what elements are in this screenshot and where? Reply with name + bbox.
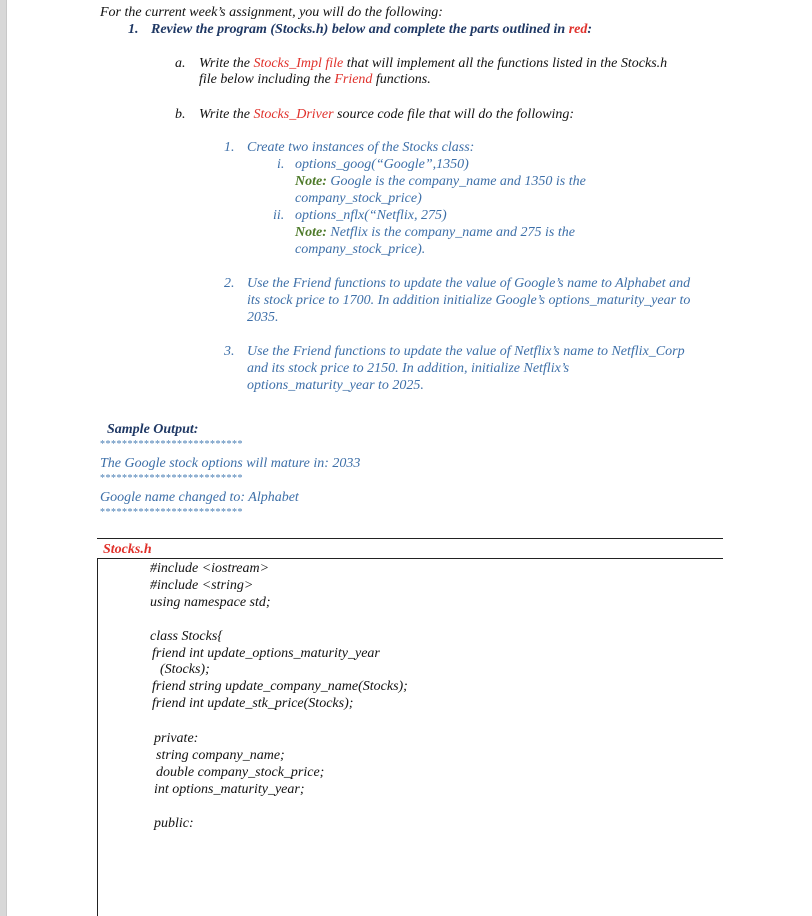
stars-divider-1: ************************** bbox=[100, 439, 243, 450]
intro-text: For the current week’s assignment, you will do the following: bbox=[100, 5, 443, 20]
note1-text: Google is the company_name and 1350 is the bbox=[326, 174, 586, 189]
item-b-p1: Write the bbox=[199, 107, 254, 122]
code-line-public: public: bbox=[154, 816, 194, 831]
sample-line1: The Google stock options will mature in: 2033 bbox=[100, 456, 361, 471]
code-box-top-rule bbox=[97, 538, 723, 539]
friend-word: Friend bbox=[334, 72, 373, 87]
sample-output-heading: Sample Output: bbox=[107, 422, 199, 437]
code-line-stock-price: double company_stock_price; bbox=[156, 765, 325, 780]
step2-line2: its stock price to 1700. In addition initialize Google’s options_maturity_year to bbox=[247, 293, 691, 308]
code-line-class: class Stocks{ bbox=[150, 629, 223, 644]
sample-line2: Google name changed to: Alphabet bbox=[100, 490, 299, 505]
item-a-line2-p1: file below including the bbox=[199, 72, 335, 87]
item-a-line2-p2: functions. bbox=[372, 72, 431, 87]
item-b-p2: source code file that will do the following: bbox=[333, 107, 575, 122]
code-line-friend-maturity: friend int update_options_maturity_year bbox=[152, 646, 380, 661]
item1-marker: 1. bbox=[128, 22, 139, 37]
stars-divider-3: ************************** bbox=[100, 507, 243, 518]
step3-line3: options_maturity_year to 2025. bbox=[247, 378, 424, 393]
item1-body: Review the program (Stocks.h) below and complete the parts outlined in bbox=[151, 22, 569, 37]
step2-line3: 2035. bbox=[247, 310, 279, 325]
code-box-left-border bbox=[97, 558, 98, 916]
step1-ii-text: options_nflx(“Netflix, 275) bbox=[295, 208, 447, 223]
step1-i-text: options_goog(“Google”,1350) bbox=[295, 157, 469, 172]
code-line-private: private: bbox=[154, 731, 199, 746]
step2-marker: 2. bbox=[224, 276, 235, 291]
stocks-impl-link: Stocks_Impl file bbox=[253, 56, 344, 71]
note2-text: Netflix is the company_name and 275 is the bbox=[326, 225, 575, 240]
note2-label: Note: bbox=[295, 225, 327, 240]
item-a-marker: a. bbox=[175, 56, 186, 71]
step1-text: Create two instances of the Stocks class: bbox=[247, 140, 475, 155]
note2-line2: company_stock_price). bbox=[295, 242, 426, 257]
code-line-friend-maturity-arg: (Stocks); bbox=[160, 662, 210, 677]
item-b-line bbox=[199, 106, 574, 123]
code-line-friend-price: friend int update_stk_price(Stocks); bbox=[152, 696, 354, 711]
code-box-title: Stocks.h bbox=[103, 542, 152, 557]
item1-text bbox=[151, 21, 592, 38]
item-a-line2 bbox=[199, 71, 431, 88]
stars-divider-2: ************************** bbox=[100, 473, 243, 484]
step3-line1: Use the Friend functions to update the value of Netflix’s name to Netflix_Corp bbox=[247, 344, 685, 359]
code-line-maturity-year: int options_maturity_year; bbox=[154, 782, 305, 797]
stocks-driver-link: Stocks_Driver bbox=[253, 107, 334, 122]
item-a-p2: that will implement all the functions listed in the Stocks.h bbox=[343, 56, 668, 71]
step2-line1: Use the Friend functions to update the value of Google’s name to Alphabet and bbox=[247, 276, 691, 291]
scrollbar[interactable] bbox=[0, 0, 7, 916]
code-line-company-name: string company_name; bbox=[156, 748, 285, 763]
item1-colon: : bbox=[587, 22, 593, 37]
step1-ii-marker: ii. bbox=[273, 208, 285, 223]
note2-line1 bbox=[295, 224, 575, 241]
note1-label: Note: bbox=[295, 174, 327, 189]
step3-line2: and its stock price to 2150. In addition, initialize Netflix’s bbox=[247, 361, 570, 376]
item1-red-word: red bbox=[568, 22, 588, 37]
step1-i-marker: i. bbox=[277, 157, 285, 172]
step1-marker: 1. bbox=[224, 140, 235, 155]
code-line-friend-name: friend string update_company_name(Stocks); bbox=[152, 679, 408, 694]
note1-line1 bbox=[295, 173, 586, 190]
code-box-title-rule bbox=[97, 558, 723, 559]
note1-line2: company_stock_price) bbox=[295, 191, 422, 206]
item-b-marker: b. bbox=[175, 107, 186, 122]
step3-marker: 3. bbox=[224, 344, 235, 359]
item-a-line1 bbox=[199, 55, 667, 72]
item-a-p1: Write the bbox=[199, 56, 254, 71]
code-line-include-string: #include <string> bbox=[150, 578, 254, 593]
code-line-include-iostream: #include <iostream> bbox=[150, 561, 270, 576]
code-line-namespace: using namespace std; bbox=[150, 595, 271, 610]
